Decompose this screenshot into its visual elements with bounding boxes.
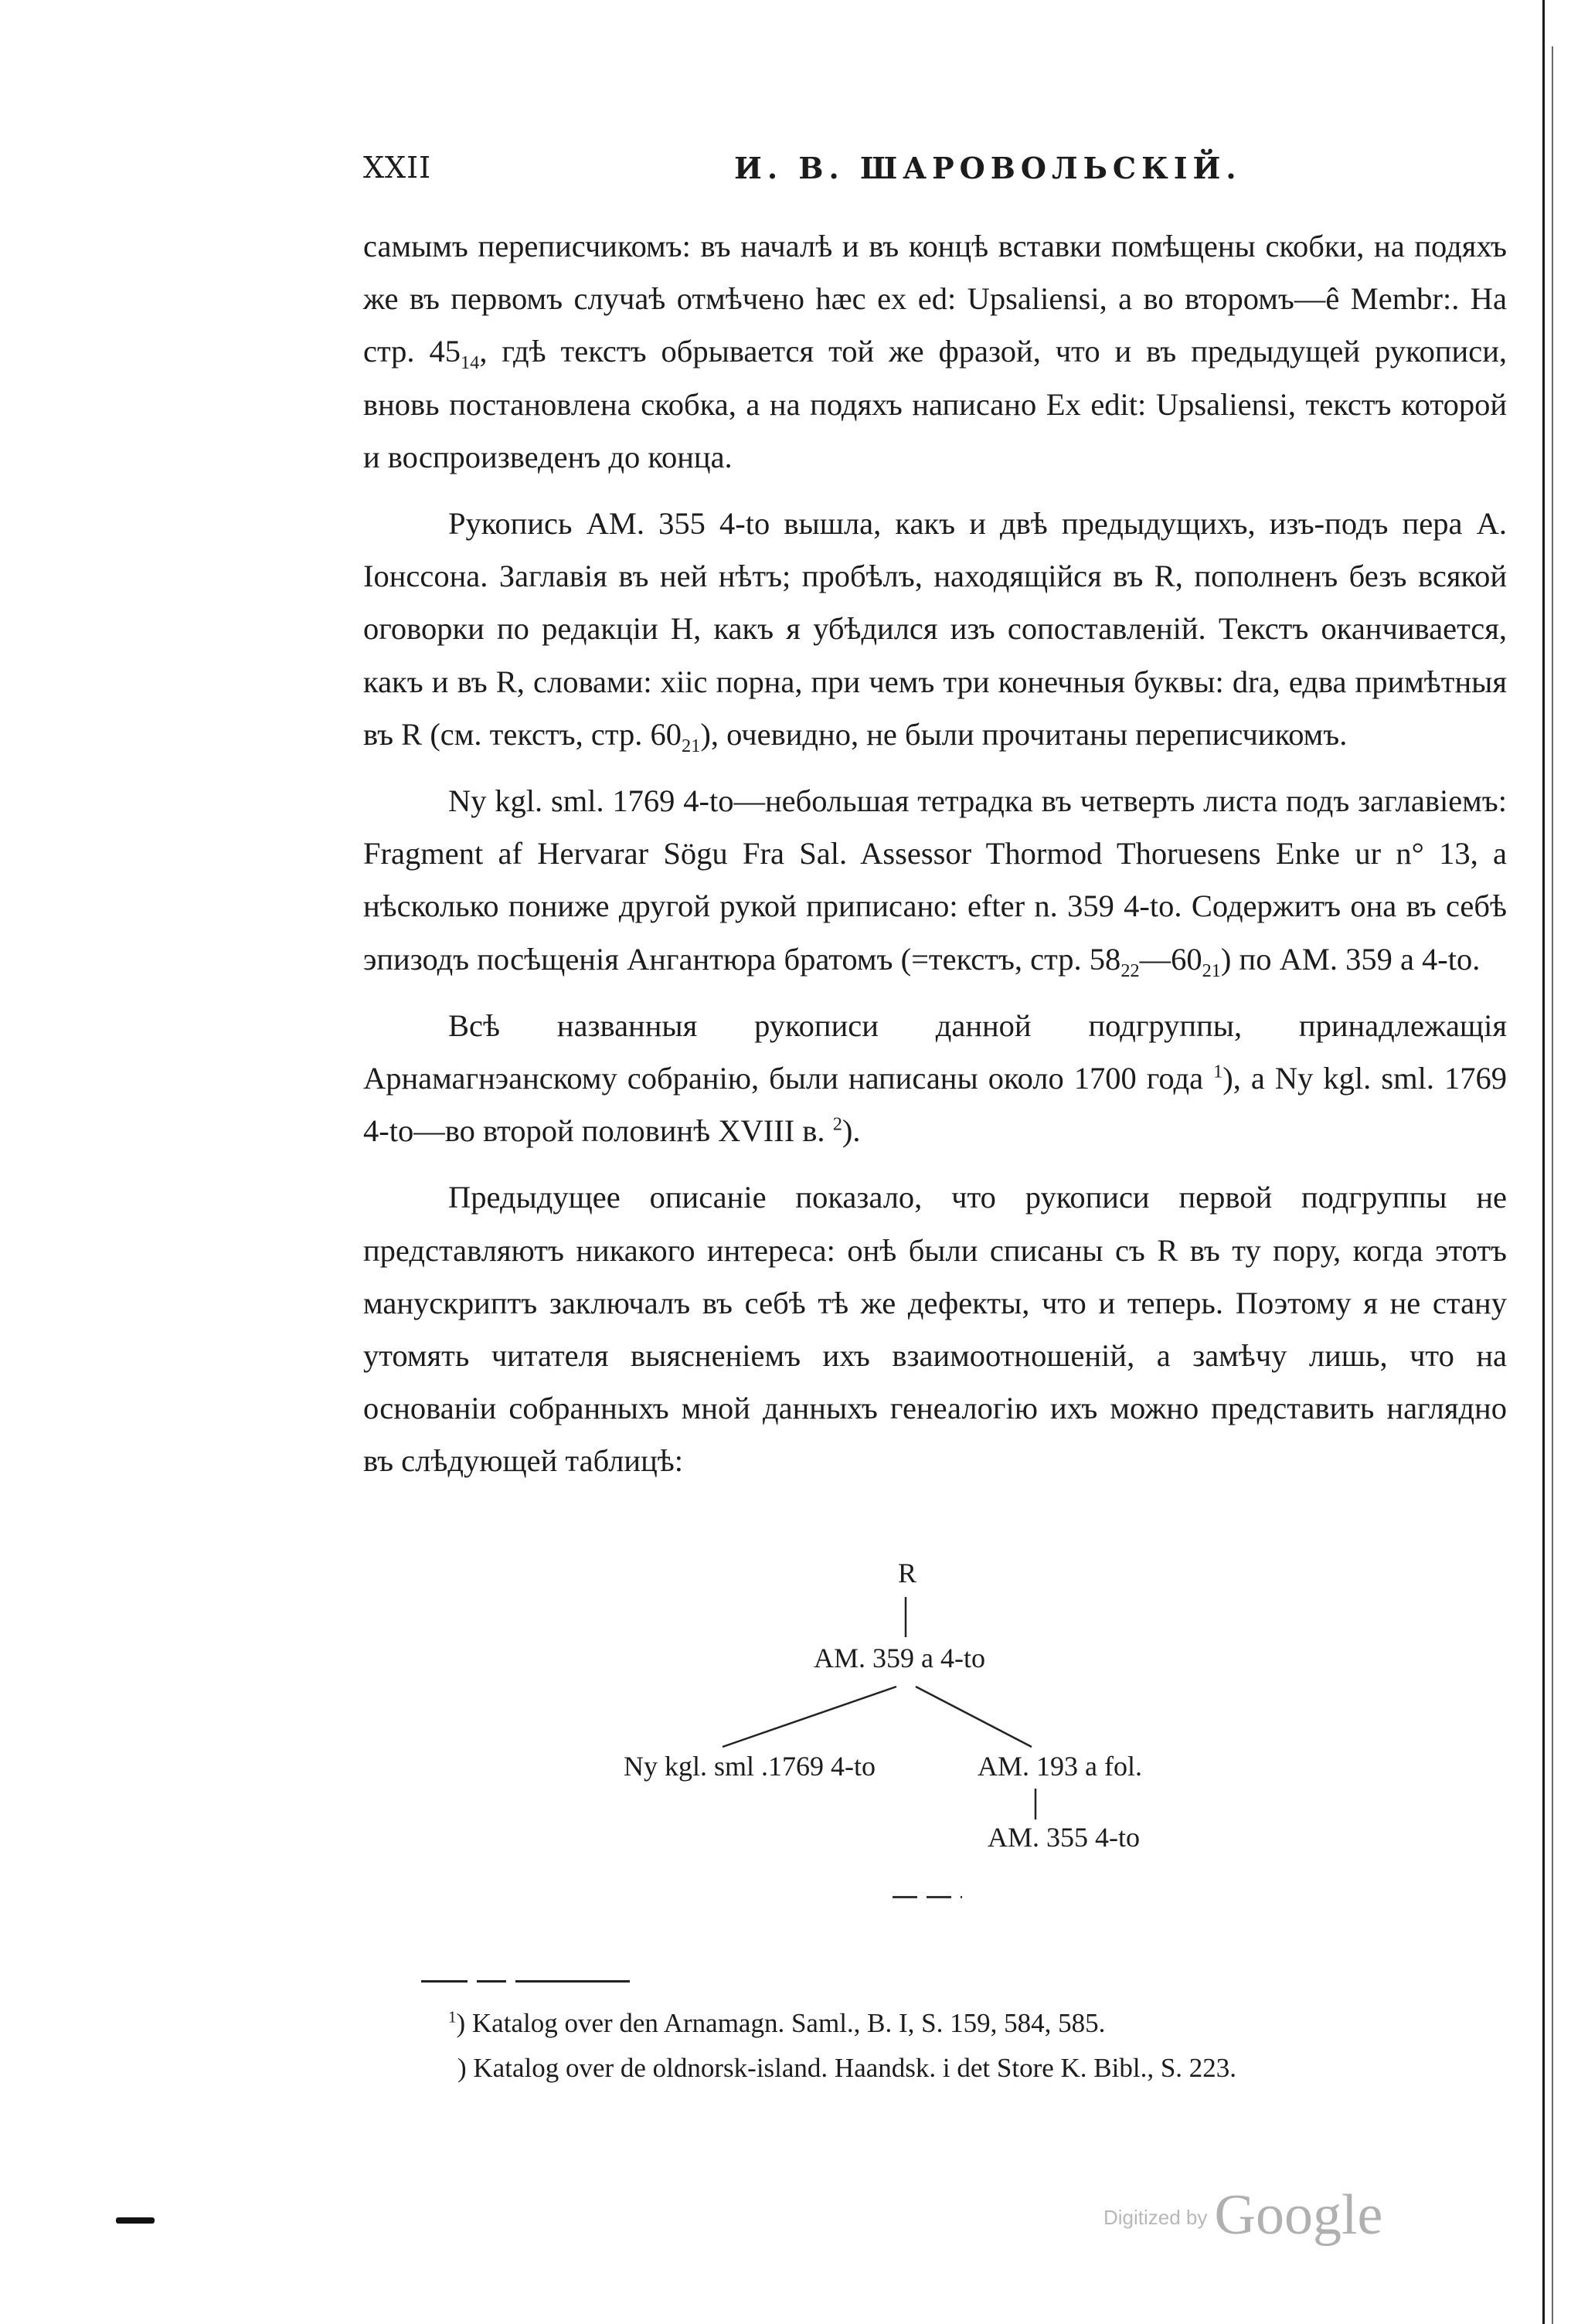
footnote-rule xyxy=(421,1980,630,1983)
stemma-line-left xyxy=(723,1687,896,1747)
text-run: ) по AM. 359 a 4-to. xyxy=(1220,941,1481,977)
paragraph xyxy=(363,1171,1507,1487)
footnote-text: ) Katalog over de oldnorsk-island. Haandsk. i det Store K. Bibl., S. 223. xyxy=(457,2053,1237,2083)
google-logo: Google xyxy=(1214,2183,1383,2247)
subscript: 21 xyxy=(1202,960,1221,981)
stemma-node-ny-kgl: Ny kgl. sml .1769 4-to xyxy=(624,1751,876,1782)
stemma-line-right xyxy=(916,1687,1032,1747)
scan-page-edge-inner xyxy=(1552,46,1553,2324)
footnote-ref: 2 xyxy=(832,1113,842,1135)
footnote-ref: 1 xyxy=(1213,1061,1223,1082)
stemma-node-am193: AM. 193 a fol. xyxy=(978,1751,1142,1782)
subscript: 14 xyxy=(461,352,480,374)
section-end-dash xyxy=(893,1896,962,1898)
stemma-node-am359: AM. 359 a 4-to xyxy=(814,1643,985,1673)
footnotes xyxy=(448,2001,1507,2091)
footnote xyxy=(448,2046,1507,2091)
text-run: Предыдущее описаніе показало, что рукописи первой подгруппы не представляютъ никакого интереса: онѣ были списаны съ R въ ту пору, когда этотъ манускриптъ заключалъ въ себѣ тѣ же дефекты, что и теперь. Поэтому я не стану утомять читателя выясненіемъ ихъ взаимоотношеній, а замѣчу лишь, что на основаніи собранныхъ мной данныхъ генеалогію ихъ можно представить наглядно въ слѣдующей таблицѣ: xyxy=(363,1180,1507,1479)
text-run: ), а Ny kgl. sml. 1769 4-to—во второй половинѣ XVIII в. xyxy=(363,1061,1507,1149)
footnote-marker: 1 xyxy=(448,2007,457,2027)
text-run: Рукопись AM. 355 4-to вышла, какъ и двѣ предыдущихъ, изъ-подъ пера А. Іонссона. Заглавія въ ней нѣтъ; пробѣлъ, находящійся въ R, пополненъ безъ всякой оговорки по редакціи H, какъ я убѣдился изъ сопоставленій. Текстъ оканчивается, какъ и въ R, словами: xiic порна, при чемъ три конечныя буквы: dra, едва примѣтныя въ R (см. текстъ, стр. 60 xyxy=(363,506,1507,752)
footnote xyxy=(448,2001,1507,2046)
stemma-node-am355: AM. 355 4-to xyxy=(988,1822,1140,1853)
subscript: 21 xyxy=(682,735,701,756)
paragraph xyxy=(363,220,1507,484)
digitized-watermark xyxy=(1103,2183,1382,2252)
scan-artifact-mark xyxy=(116,2217,155,2224)
running-title: И. В. ШАРОВОЛЬСКІЙ. xyxy=(734,151,1242,185)
subscript: 22 xyxy=(1120,960,1140,981)
genealogy-stemma xyxy=(541,1557,1236,1881)
watermark-prefix: Digitized by xyxy=(1103,2206,1208,2229)
footnote-text: ) Katalog over den Arnamagn. Saml., B. I, S. 159, 584, 585. xyxy=(456,2008,1106,2038)
text-run: Всѣ названныя рукописи данной подгруппы, принадлежащія Арнамагнэанскому собранію, были написаны около 1700 года xyxy=(363,1007,1507,1096)
page-header xyxy=(363,151,1507,197)
text-run: Ny kgl. sml. 1769 4-to—небольшая тетрадка въ четверть листа подъ заглавіемъ: Fragment af Hervarar Sögu Fra Sal. Assessor Thormod Thoruesens Enke ur n° 13, а нѣсколько пониже другой рукой приписано: efter n. 359 4-to. Содержитъ она въ себѣ эпизодъ посѣщенія Ангантюра братомъ (=текстъ, стр. 58 xyxy=(363,783,1507,977)
text-run: —60 xyxy=(1139,941,1202,977)
body-text xyxy=(363,220,1507,1488)
scan-page-edge xyxy=(1542,0,1545,2324)
text-run: ). xyxy=(842,1113,861,1149)
text-run: , гдѣ текстъ обрывается той же фразой, что и въ предыдущей рукописи, вновь постановлена скобка, а на подяхъ написано Ex edit: Upsaliensi, текстъ которой и воспроизведенъ до конца. xyxy=(363,334,1507,474)
paragraph xyxy=(363,775,1507,986)
paragraph xyxy=(363,1000,1507,1158)
paragraph xyxy=(363,498,1507,761)
text-run: ), очевидно, не были прочитаны переписчикомъ. xyxy=(700,716,1348,752)
page-number: XXII xyxy=(363,151,432,185)
stemma-node-root: R xyxy=(898,1558,917,1588)
text-run: самымъ переписчикомъ: въ началѣ и въ концѣ вставки помѣщены скобки, на подяхъ же въ первомъ случаѣ отмѣчено hæc ex ed: Upsaliensi, а во второмъ—ê Membr:. На стр. 45 xyxy=(363,229,1507,369)
